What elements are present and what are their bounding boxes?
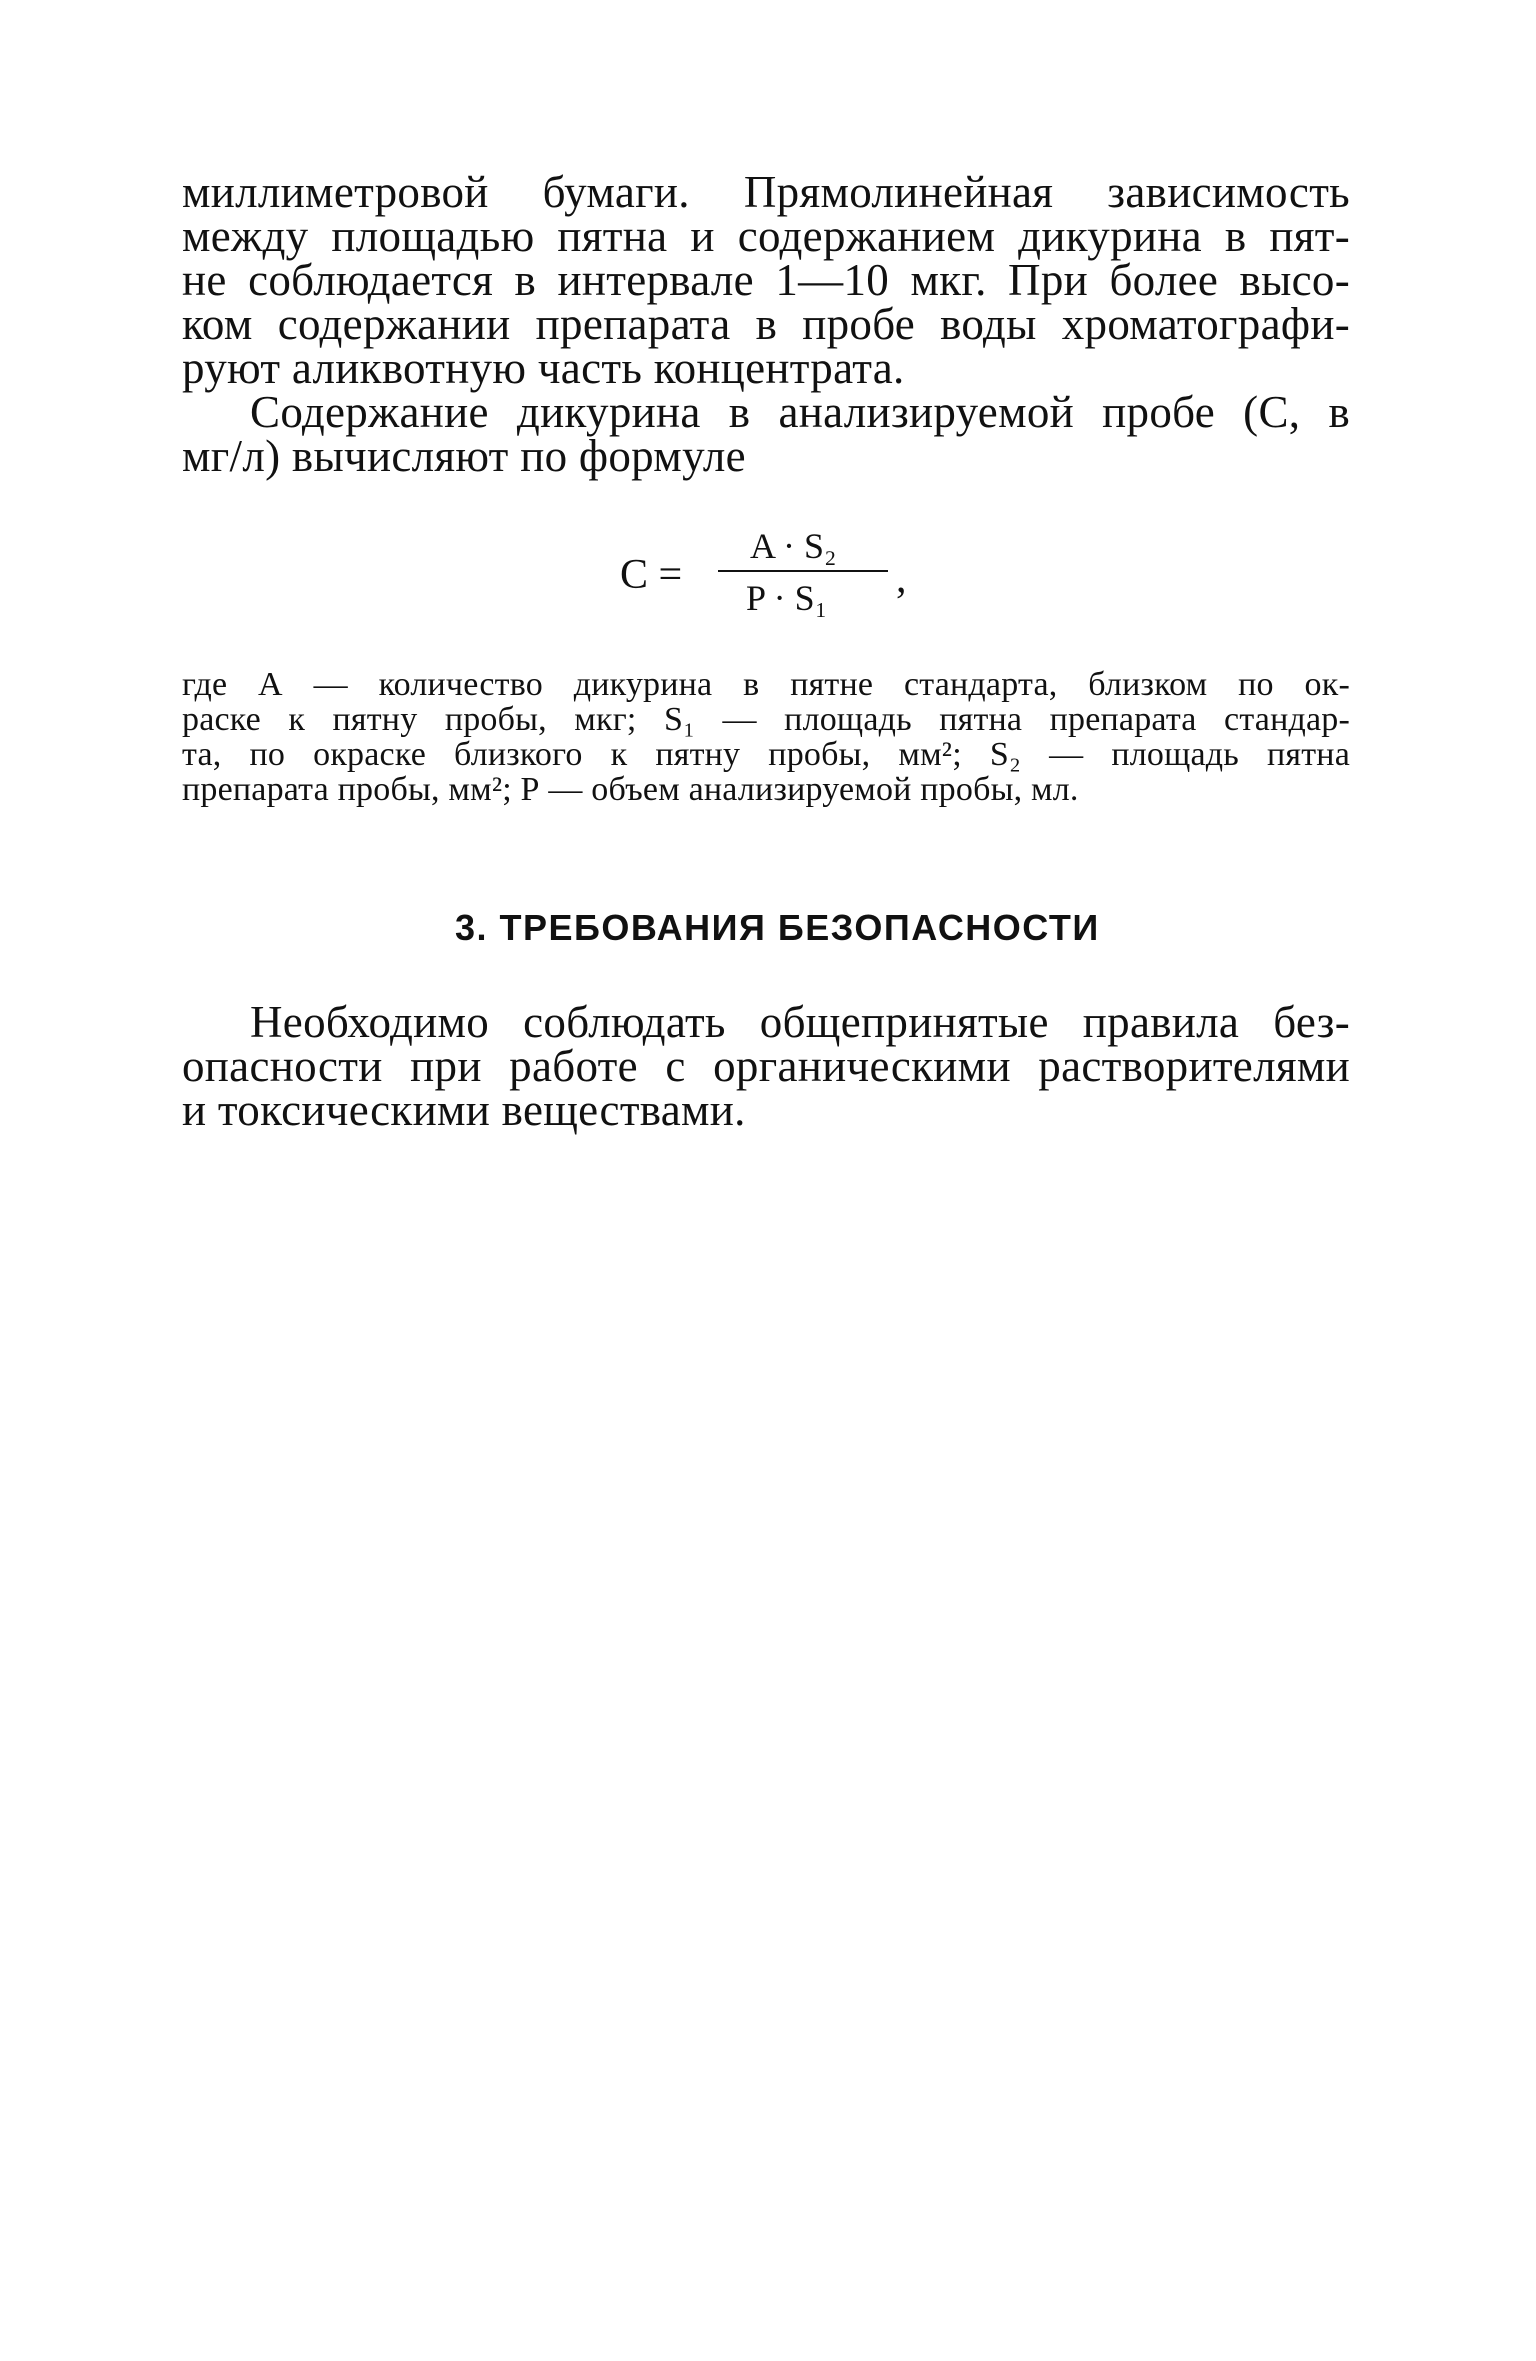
note-line: раске к пятну пробы, мкг; S₁ — площадь пятна препарата стандар- <box>182 701 1350 738</box>
paragraph-line: не соблюдается в интервале 1—10 мкг. При более высо- <box>182 255 1350 305</box>
paragraph-line: Необходимо соблюдать общепринятые правила без- <box>250 997 1350 1047</box>
fraction-bar <box>718 570 888 572</box>
paragraph-line: Содержание дикурина в анализируемой пробе (С, в <box>250 387 1350 437</box>
note-line: та, по окраске близкого к пятну пробы, мм²; S₂ — площадь пятна <box>182 736 1350 773</box>
formula-lhs: С = <box>620 552 683 598</box>
paragraph-line: ком содержании препарата в пробе воды хроматографи- <box>182 299 1350 349</box>
section-heading: 3. ТРЕБОВАНИЯ БЕЗОПАСНОСТИ <box>455 907 1100 948</box>
paragraph-line: руют аликвотную часть концентрата. <box>182 343 905 393</box>
formula <box>620 525 920 620</box>
formula-denominator: P · S₁ <box>746 578 828 618</box>
formula-numerator: A · S₂ <box>750 526 837 566</box>
paragraph-line: опасности при работе с органическими растворителями <box>182 1041 1350 1091</box>
note-line: где А — количество дикурина в пятне стандарта, близком по ок- <box>182 666 1350 703</box>
paragraph-line: мг/л) вычисляют по формуле <box>182 431 746 481</box>
paragraph-line-text: миллиметровой бумаги. Прямолинейная зависимость <box>182 167 1350 217</box>
paragraph-line: и токсическими веществами. <box>182 1085 746 1135</box>
note-line: препарата пробы, мм²; Р — объем анализируемой пробы, мл. <box>182 771 1079 808</box>
formula-comma: , <box>896 556 907 602</box>
paragraph-line: между площадью пятна и содержанием дикурина в пят- <box>182 211 1350 261</box>
paragraph-line <box>182 167 1350 217</box>
